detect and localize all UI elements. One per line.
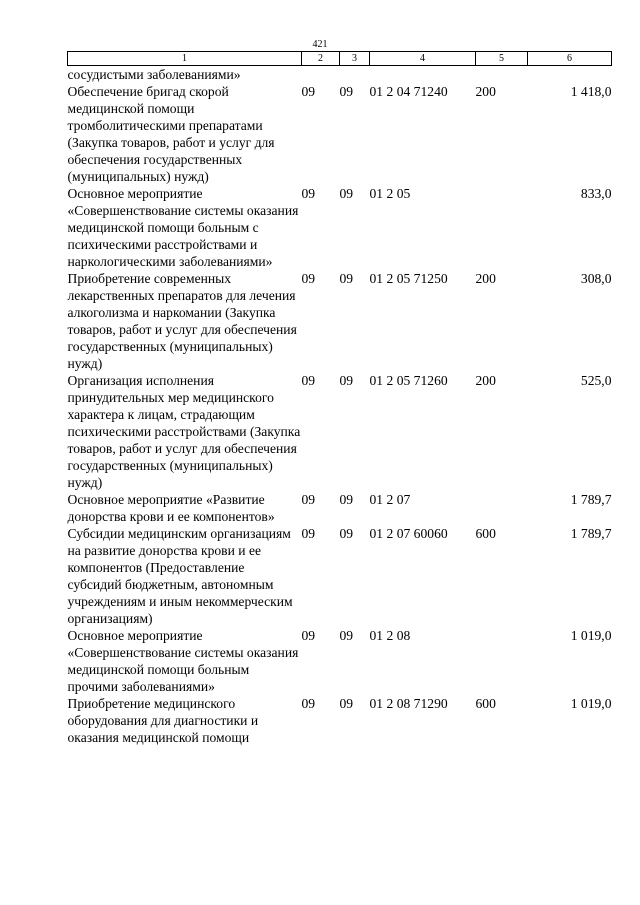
row-name: Субсидии медицинским организациям на развитие донорства крови и ее компонентов (Предоставление субсидий бюджетным, автономным учреждениям и иным некоммерческим организациям) bbox=[67, 526, 293, 626]
page-number: 421 bbox=[312, 39, 328, 50]
column-header-3: 3 bbox=[340, 52, 370, 66]
row-expense-type bbox=[476, 627, 528, 695]
row-name: Организация исполнения принудительных мер медицинского характера к лицам, страдающим психическими расстройствами (Закупка товаров, работ и услуг для обеспечения государственных (муниципальных) нужд) bbox=[67, 373, 301, 490]
row-expense-type: 600 bbox=[475, 696, 496, 711]
row-amount: 308,0 bbox=[580, 271, 612, 286]
table-row bbox=[68, 185, 612, 270]
row-subsection: 09 bbox=[339, 526, 354, 541]
table-row bbox=[68, 83, 612, 185]
column-header-5: 5 bbox=[476, 52, 528, 66]
row-subsection: 09 bbox=[339, 696, 354, 711]
row-amount: 1 019,0 bbox=[570, 628, 612, 643]
row-target-code: 01 2 07 60060 bbox=[369, 526, 448, 541]
row-target-code: 01 2 05 bbox=[369, 186, 411, 201]
row-name: Приобретение медицинского оборудования для диагностики и оказания медицинской помощи bbox=[67, 696, 259, 745]
column-header-6: 6 bbox=[528, 52, 612, 66]
table-row bbox=[68, 627, 612, 695]
row-subsection: 09 bbox=[339, 373, 354, 388]
row-name: Основное мероприятие «Развитие донорства крови и ее компонентов» bbox=[67, 492, 275, 524]
table-row bbox=[68, 695, 612, 746]
header-row bbox=[68, 52, 612, 66]
column-header-2: 2 bbox=[302, 52, 340, 66]
row-subsection: 09 bbox=[339, 628, 354, 643]
row-subsection: 09 bbox=[339, 492, 354, 507]
row-name: Обеспечение бригад скорой медицинской помощи тромболитическими препаратами (Закупка товаров, работ и услуг для обеспечения государственных (муниципальных) нужд) bbox=[67, 84, 275, 184]
row-subsection: 09 bbox=[339, 186, 354, 201]
row-target-code: 01 2 05 71260 bbox=[369, 373, 448, 388]
row-section: 09 bbox=[301, 84, 316, 99]
budget-table bbox=[67, 51, 612, 746]
table-row bbox=[68, 372, 612, 491]
row-expense-type: 200 bbox=[475, 84, 496, 99]
row-target-code: 01 2 07 bbox=[369, 492, 411, 507]
row-expense-type: 600 bbox=[475, 526, 496, 541]
row-section: 09 bbox=[301, 526, 316, 541]
row-amount: 1 418,0 bbox=[570, 84, 612, 99]
row-amount: 833,0 bbox=[580, 186, 612, 201]
row-target-code: 01 2 08 bbox=[369, 628, 411, 643]
row-name: Основное мероприятие «Совершенствование системы оказания медицинской помощи больным прочими заболеваниями» bbox=[67, 628, 299, 694]
table-row bbox=[68, 270, 612, 372]
row-subsection: 09 bbox=[339, 271, 354, 286]
table-row bbox=[68, 525, 612, 627]
row-section: 09 bbox=[301, 628, 316, 643]
row-expense-type bbox=[476, 185, 528, 270]
row-name: Основное мероприятие «Совершенствование системы оказания медицинской помощи больным с психическими расстройствами и наркологическими заболеваниями» bbox=[67, 186, 299, 269]
table-header bbox=[68, 52, 612, 66]
row-amount: 1 789,7 bbox=[570, 492, 612, 507]
continuation-text: сосудистыми заболеваниями» bbox=[67, 67, 241, 82]
row-expense-type: 200 bbox=[475, 271, 496, 286]
row-subsection: 09 bbox=[339, 84, 354, 99]
row-target-code: 01 2 08 71290 bbox=[369, 696, 448, 711]
row-target-code: 01 2 05 71250 bbox=[369, 271, 448, 286]
table-row bbox=[68, 491, 612, 525]
row-amount: 1 789,7 bbox=[570, 526, 612, 541]
row-expense-type bbox=[476, 491, 528, 525]
row-amount: 1 019,0 bbox=[570, 696, 612, 711]
table-body bbox=[68, 66, 612, 747]
row-section: 09 bbox=[301, 373, 316, 388]
row-section: 09 bbox=[301, 492, 316, 507]
row-target-code: 01 2 04 71240 bbox=[369, 84, 448, 99]
row-name: Приобретение современных лекарственных препаратов для лечения алкоголизма и наркомании (Закупка товаров, работ и услуг для обеспечения государственных (муниципальных) нужд) bbox=[67, 271, 297, 371]
column-header-1: 1 bbox=[68, 52, 302, 66]
row-expense-type: 200 bbox=[475, 373, 496, 388]
continuation-row bbox=[68, 66, 612, 84]
row-section: 09 bbox=[301, 696, 316, 711]
row-section: 09 bbox=[301, 186, 316, 201]
row-section: 09 bbox=[301, 271, 316, 286]
row-amount: 525,0 bbox=[580, 373, 612, 388]
column-header-4: 4 bbox=[370, 52, 476, 66]
